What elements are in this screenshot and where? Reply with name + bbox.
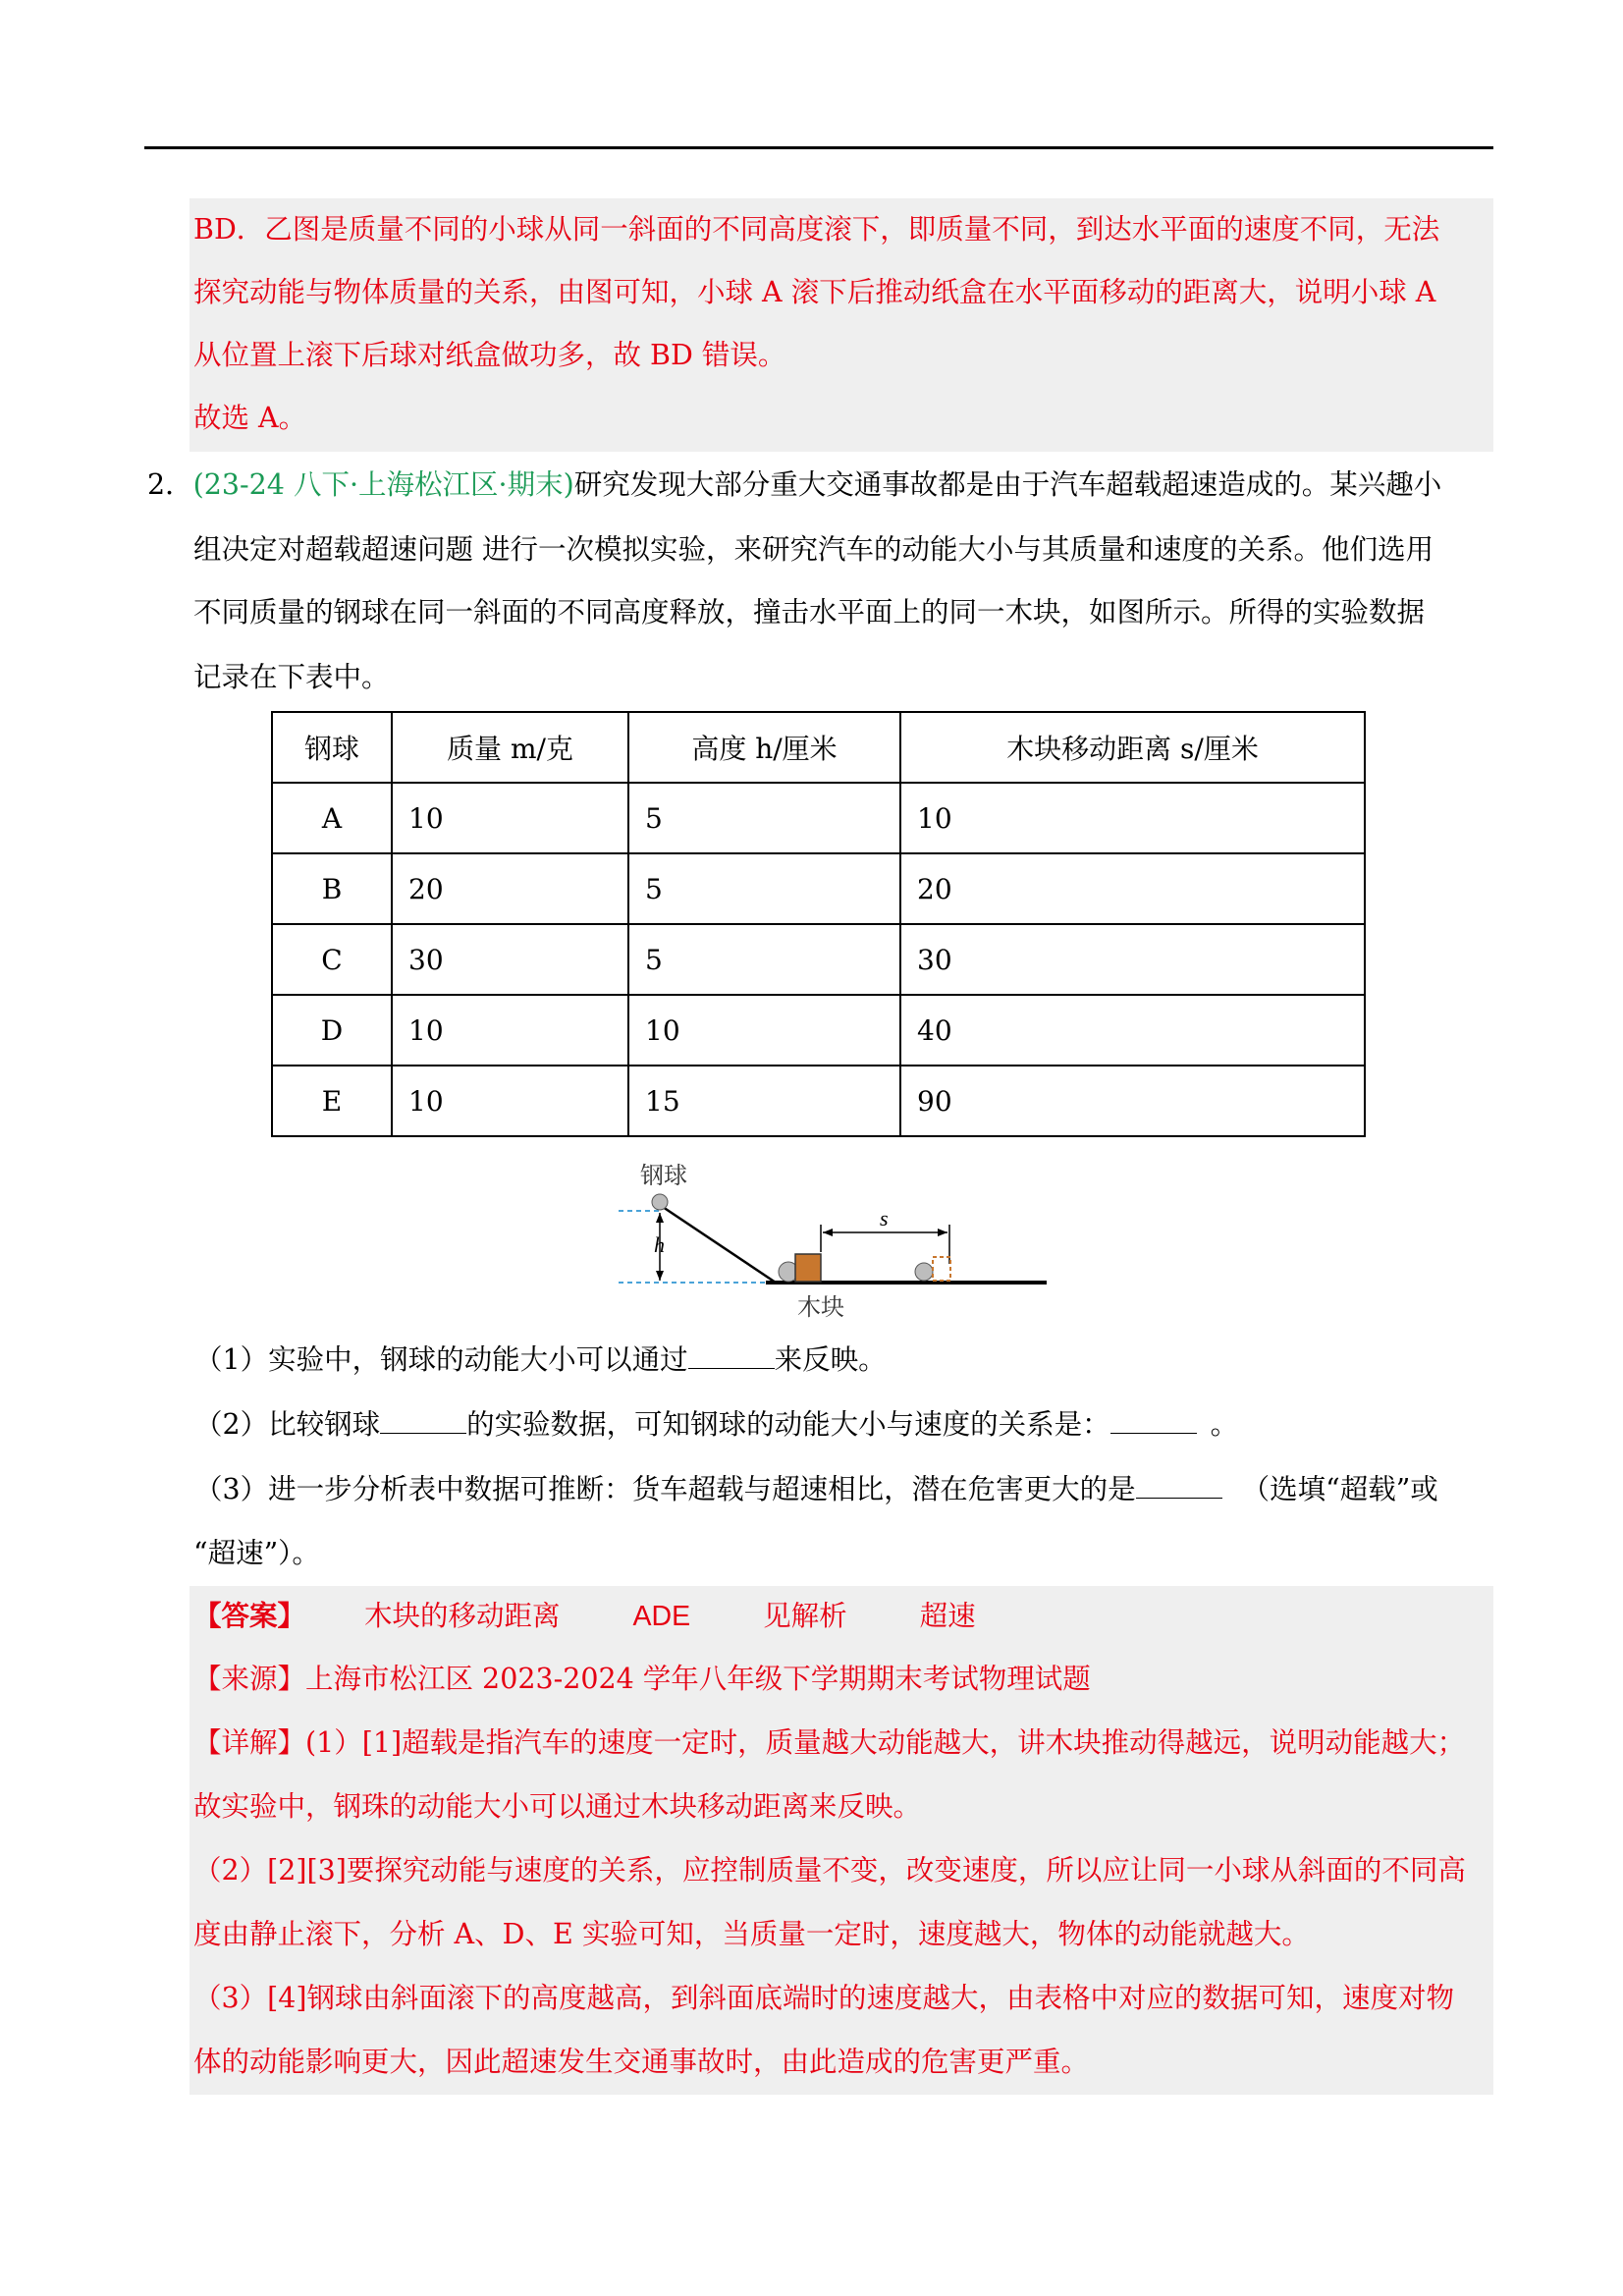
header-rule: [144, 146, 1493, 149]
answer-blank: [688, 1340, 775, 1369]
table-row: [272, 995, 1365, 1066]
sub-question-3-cont: “超速”）。: [193, 1537, 320, 1569]
prev-answer-line: 探究动能与物体质量的关系，由图可知，小球 A 滚下后推动纸盒在水平面移动的距离大，说明小球 A: [193, 276, 1436, 308]
prev-answer-line: 故选 A。: [193, 402, 307, 434]
table-cell: 40: [900, 995, 1365, 1066]
block-label: 木块: [797, 1293, 844, 1321]
table-cell: 10: [392, 995, 628, 1066]
ball-label: 钢球: [640, 1162, 687, 1189]
question-stem-text: 研究发现大部分重大交通事故都是由于汽车超载超速造成的。某兴趣小: [573, 468, 1442, 501]
s-arrow-head-left: [823, 1229, 833, 1236]
h-label: h: [654, 1232, 665, 1257]
question-stem-line: 组决定对超载超速问题 进行一次模拟实验，来研究汽车的动能大小与其质量和速度的关系。他们选用: [193, 533, 1434, 566]
table-cell: 10: [392, 1066, 628, 1136]
detail-line: 体的动能影响更大，因此超速发生交通事故时，由此造成的危害更严重。: [193, 2046, 1090, 2078]
table-cell: 10: [392, 783, 628, 853]
detail-line: 故实验中，钢珠的动能大小可以通过木块移动距离来反映。: [193, 1790, 922, 1823]
table-header-row: [272, 712, 1365, 783]
table-cell: 5: [628, 783, 900, 853]
question-number: 2．: [147, 468, 193, 501]
answer-blank: [1110, 1405, 1197, 1434]
answer-item: 见解析: [763, 1600, 847, 1632]
h-arrow-head-up: [656, 1213, 664, 1223]
question-stem-line: 不同质量的钢球在同一斜面的不同高度释放，撞击水平面上的同一木块，如图所示。所得的实验数据: [193, 596, 1426, 629]
solution-box: [189, 1586, 1493, 2095]
answer-line: [193, 1596, 976, 1636]
table-cell: 30: [392, 924, 628, 995]
experiment-data-table: [271, 711, 1366, 1137]
answer-item: 木块的移动距离: [364, 1600, 561, 1632]
table-cell: 90: [900, 1066, 1365, 1136]
sub-question-3: （3）进一步分析表中数据可推断：货车超载与超速相比，潜在危害更大的是 （选填“超载”或: [194, 1470, 1438, 1509]
prev-answer-line: 从位置上滚下后球对纸盒做功多，故 BD 错误。: [193, 339, 786, 371]
table-header-cell: 高度 h/厘米: [628, 712, 900, 783]
table-header-cell: 钢球: [272, 712, 392, 783]
detail-line: 度由静止滚下，分析 A、D、E 实验可知，当质量一定时，速度越大，物体的动能就越大。: [193, 1918, 1310, 1950]
answer-blank: [1136, 1470, 1222, 1499]
table-cell: 5: [628, 924, 900, 995]
h-arrow-head-down: [656, 1271, 664, 1281]
detail-line: （3）[4]钢球由斜面滚下的高度越高，到斜面底端时的速度越大，由表格中对应的数据可知，速度对物: [193, 1982, 1455, 2014]
table-cell: E: [272, 1066, 392, 1136]
source-line: 【来源】上海市松江区 2023-2024 学年八年级下学期期末考试物理试题: [193, 1663, 1091, 1695]
table-cell: 15: [628, 1066, 900, 1136]
steel-ball-moved: [915, 1263, 933, 1281]
incline: [660, 1205, 776, 1283]
table-cell: 30: [900, 924, 1365, 995]
answer-label: 【答案】: [193, 1599, 306, 1632]
table-cell: A: [272, 783, 392, 853]
question-source-tag: (23-24 八下·上海松江区·期末): [192, 468, 574, 501]
table-header-cell: 质量 m/克: [392, 712, 628, 783]
table-cell: D: [272, 995, 392, 1066]
prev-answer-line: BD．乙图是质量不同的小球从同一斜面的不同高度滚下，即质量不同，到达水平面的速度不同，无法: [193, 213, 1440, 246]
question-stem-first-line: [147, 465, 1441, 505]
prev-answer-box: [189, 198, 1493, 452]
detail-line: 【详解】(1）[1]超载是指汽车的速度一定时，质量越大动能越大，讲木块推动得越远，说明动能越大；: [193, 1726, 1466, 1759]
question-stem-line: 记录在下表中。: [193, 661, 390, 693]
wood-block-moved: [933, 1257, 950, 1281]
wood-block: [795, 1254, 821, 1282]
table-cell: 10: [900, 783, 1365, 853]
table-header-cell: 木块移动距离 s/厘米: [900, 712, 1365, 783]
sub-question-1: （1）实验中，钢球的动能大小可以通过 来反映。: [194, 1340, 887, 1380]
s-arrow-head-right: [938, 1229, 947, 1236]
table-row: [272, 783, 1365, 853]
answer-item: 超速: [919, 1600, 976, 1632]
table-row: [272, 1066, 1365, 1136]
table-cell: 5: [628, 853, 900, 924]
table-cell: 20: [900, 853, 1365, 924]
table-cell: 10: [628, 995, 900, 1066]
table-row: [272, 853, 1365, 924]
steel-ball-top: [652, 1194, 668, 1210]
table-cell: B: [272, 853, 392, 924]
answer-item: ADE: [632, 1601, 691, 1632]
table-cell: C: [272, 924, 392, 995]
detail-line: （2）[2][3]要探究动能与速度的关系，应控制质量不变，改变速度，所以应让同一小球从斜面的不同高: [193, 1854, 1466, 1886]
answer-blank: [380, 1405, 466, 1434]
sub-question-2: （2）比较钢球 的实验数据，可知钢球的动能大小与速度的关系是： 。: [194, 1405, 1238, 1445]
table-cell: 20: [392, 853, 628, 924]
experiment-figure: [619, 1154, 1060, 1326]
table-row: [272, 924, 1365, 995]
s-label: s: [880, 1206, 889, 1230]
